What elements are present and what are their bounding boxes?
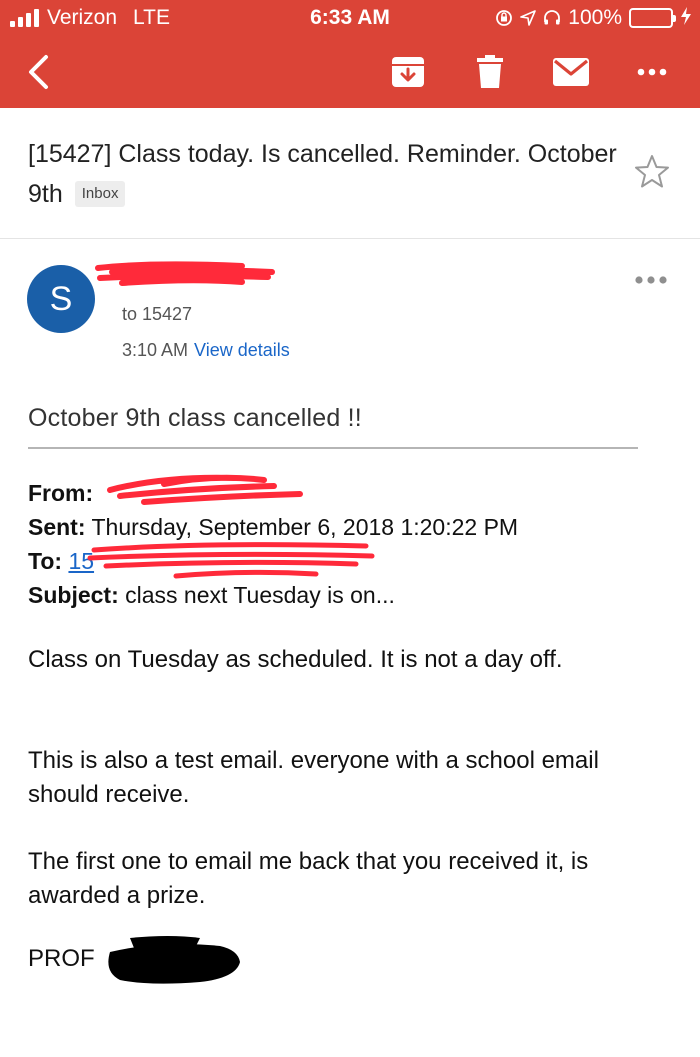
to-value-link[interactable]: 15	[68, 548, 95, 574]
sent-value: Thursday, September 6, 2018 1:20:22 PM	[91, 514, 519, 540]
chevron-left-icon	[24, 54, 52, 90]
signature-redaction	[100, 932, 245, 990]
archive-button[interactable]	[386, 50, 430, 94]
subject-text: [15427] Class today. Is cancelled. Reminder. October 9th	[28, 140, 617, 208]
rotation-lock-icon	[495, 9, 513, 27]
status-bar	[0, 0, 700, 36]
body-rule	[28, 447, 638, 449]
subject-label: Subject:	[28, 582, 119, 608]
star-icon	[632, 152, 672, 192]
app-bar	[0, 0, 700, 108]
trash-icon	[477, 55, 503, 89]
carrier-name: Verizon	[47, 6, 118, 29]
view-details-link[interactable]: View details	[194, 340, 290, 360]
star-button[interactable]	[632, 152, 672, 192]
forwarded-to-row	[28, 544, 668, 578]
more-horizontal-icon	[637, 68, 667, 76]
forwarded-subject-row	[28, 578, 668, 612]
charging-icon	[680, 7, 692, 30]
signature: PROF	[28, 945, 95, 972]
email-subject	[28, 134, 618, 214]
email-toolbar	[0, 36, 700, 108]
timestamp-line	[122, 340, 290, 361]
from-redaction	[104, 468, 304, 508]
headphones-icon	[543, 9, 561, 27]
message-more-button[interactable]	[634, 272, 674, 296]
status-right	[495, 6, 692, 30]
subject-value: class next Tuesday is on...	[125, 582, 395, 608]
to-label: To:	[28, 548, 63, 574]
more-horizontal-icon	[634, 275, 668, 285]
from-label: From:	[28, 480, 94, 506]
archive-icon	[391, 56, 425, 88]
back-button[interactable]	[16, 50, 60, 94]
to-redaction	[86, 538, 376, 582]
battery-percent: 100%	[568, 6, 622, 29]
sender-avatar[interactable]: S	[27, 265, 95, 333]
location-icon	[520, 10, 536, 26]
mark-unread-button[interactable]	[549, 50, 593, 94]
mail-icon	[553, 58, 589, 86]
body-paragraph-1: Class on Tuesday as scheduled. It is not a day off.	[28, 646, 563, 673]
forwarded-from-row	[28, 476, 668, 510]
network-type: LTE	[133, 6, 171, 29]
sender-name-redaction	[92, 258, 282, 288]
body-paragraph-3: The first one to email me back that you received it, is awarded a prize.	[28, 848, 589, 909]
status-time: 6:33 AM	[310, 6, 390, 29]
battery-icon	[629, 8, 673, 28]
forwarded-header	[28, 476, 668, 612]
body-heading: October 9th class cancelled !!	[28, 404, 362, 432]
more-options-button[interactable]	[630, 50, 674, 94]
body-paragraph-2: This is also a test email. everyone with a school email should receive.	[28, 747, 599, 808]
header-divider	[0, 238, 700, 239]
recipient-line: to 15427	[122, 304, 193, 324]
received-time: 3:10 AM	[122, 340, 189, 360]
sent-label: Sent:	[28, 514, 86, 540]
delete-button[interactable]	[468, 50, 512, 94]
inbox-label[interactable]: Inbox	[75, 181, 126, 207]
